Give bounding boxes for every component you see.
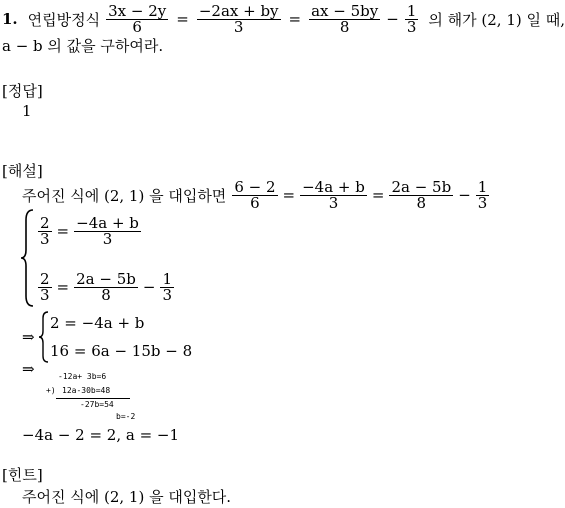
- equals-sign: =: [282, 186, 296, 204]
- equals-sign: =: [371, 186, 385, 204]
- implies-arrow-1: ⇒: [22, 328, 35, 346]
- calc-add-marker: +): [46, 386, 56, 395]
- system2-equation-1: 2 = −4a + b: [50, 314, 145, 332]
- minus-sign: −: [458, 186, 471, 204]
- equals-sign: =: [176, 10, 189, 28]
- problem-fraction-2: $\frac{-2ax + by}{3}$: [198, 1, 279, 36]
- sys1-eq2-fraction-3: $\frac{1}{3}$: [162, 269, 172, 304]
- sys1-eq2-fraction-2: $\frac{2a - 5b}{8}$: [76, 269, 136, 304]
- problem-fraction-1: $\frac{3x - 2y}{6}$: [108, 1, 167, 36]
- system1-equation-1: [36, 212, 143, 250]
- hint-label: [힌트]: [2, 466, 43, 484]
- problem-fraction-4: $\frac{1}{3}$: [406, 1, 417, 36]
- sys1-eq2-fraction-1: $\frac{2}{3}$: [40, 269, 50, 304]
- system2-equation-2: 16 = 6a − 15b − 8: [50, 342, 193, 360]
- problem-number: 1.: [2, 10, 18, 28]
- calc-line-1: -12a+ 3b=6: [58, 372, 107, 381]
- problem-fraction-3: $\frac{ax - 5by}{8}$: [311, 1, 379, 36]
- solution-fraction-4: $\frac{1}{3}$: [477, 177, 488, 212]
- problem-tail: 의 해가 (2, 1) 일 때,: [428, 10, 565, 29]
- minus-sign: −: [386, 10, 399, 28]
- solution-fraction-3: $\frac{2a - 5b}{8}$: [391, 177, 452, 212]
- left-brace-icon: [20, 208, 36, 308]
- system1-equation-2: [36, 268, 176, 306]
- final-result: −4a − 2 = 2, a = −1: [22, 426, 180, 444]
- calc-line-2: 12a-30b=48: [62, 386, 111, 395]
- equals-sign: =: [56, 278, 70, 296]
- solution-fraction-1: $\frac{6 - 2}{6}$: [234, 177, 276, 212]
- answer-label: [정답]: [2, 82, 43, 100]
- answer-value: 1: [22, 102, 32, 120]
- solution-line-1: [22, 176, 491, 214]
- equals-sign: =: [288, 10, 302, 28]
- solution-fraction-2: $\frac{-4a + b}{3}$: [302, 177, 365, 212]
- problem-line-2: a − b 의 값을 구하여라.: [2, 37, 164, 55]
- calc-line-4: b=-2: [116, 412, 136, 421]
- solution-label: [해설]: [2, 162, 43, 180]
- equals-sign: =: [56, 222, 70, 240]
- problem-intro: 연립방정식: [27, 10, 101, 29]
- left-brace-icon: [38, 310, 50, 364]
- sys1-eq1-fraction-1: $\frac{2}{3}$: [40, 213, 50, 248]
- hint-text: 주어진 식에 (2, 1) 을 대입한다.: [22, 488, 232, 506]
- implies-arrow-2: ⇒: [22, 360, 35, 378]
- solution-line-1-text: 주어진 식에 (2, 1) 을 대입하면: [22, 186, 227, 205]
- calc-rule: [56, 398, 130, 399]
- minus-sign: −: [142, 278, 156, 296]
- problem-line-1: [2, 2, 565, 36]
- sys1-eq1-fraction-2: $\frac{-4a + b}{3}$: [76, 213, 139, 248]
- calc-line-3: -27b=54: [80, 400, 114, 409]
